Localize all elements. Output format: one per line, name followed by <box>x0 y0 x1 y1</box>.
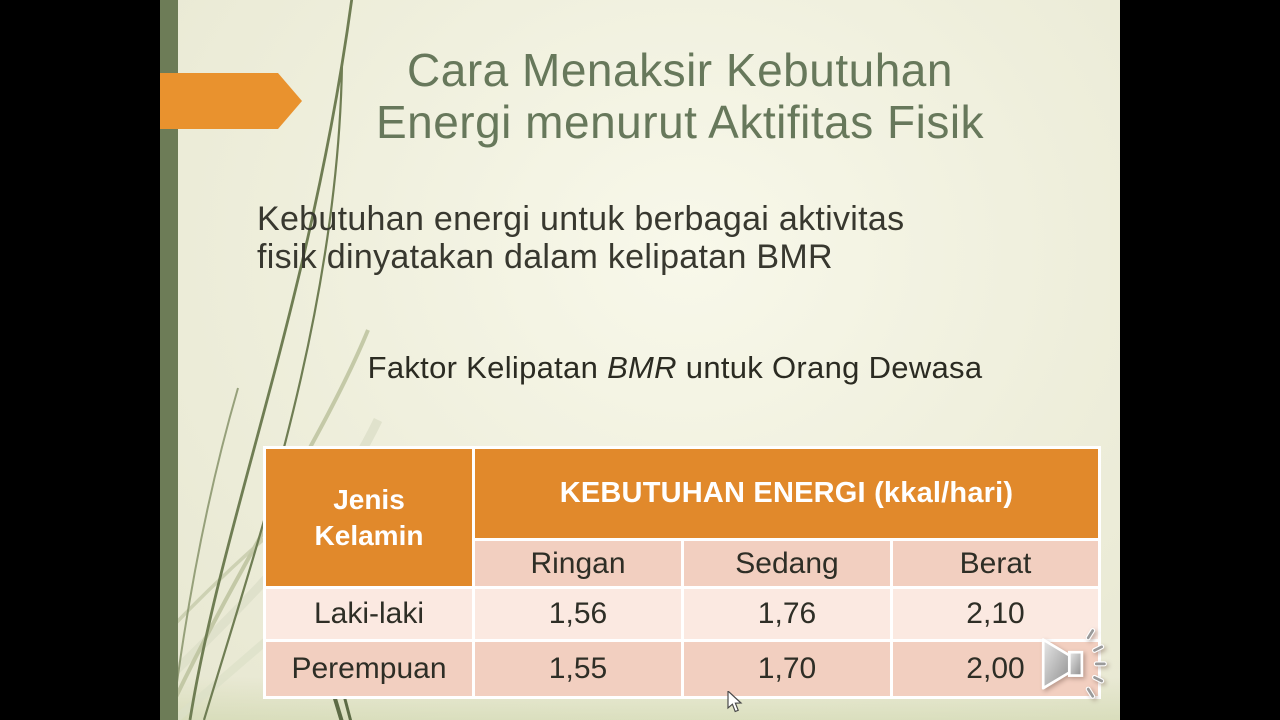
table-cell: 1,76 <box>684 589 890 639</box>
table-group-header: KEBUTUHAN ENERGI (kkal/hari) <box>475 449 1098 538</box>
bmr-factor-table <box>263 446 1101 699</box>
body-line-1: Kebutuhan energi untuk berbagai aktivitas <box>257 200 905 238</box>
caption-bmr-italic: BMR <box>607 350 677 385</box>
table-subheader-sedang: Sedang <box>684 541 890 586</box>
table-subheader-berat: Berat <box>893 541 1098 586</box>
title-line-1: Cara Menaksir Kebutuhan <box>407 44 953 96</box>
table-cell: 1,70 <box>684 642 890 696</box>
title-line-2: Energi menurut Aktifitas Fisik <box>375 96 985 148</box>
table-row-label: Laki-laki <box>266 589 472 639</box>
page-title <box>250 44 1110 148</box>
table-cell: 1,55 <box>475 642 681 696</box>
table-cell: 1,56 <box>475 589 681 639</box>
table-caption <box>240 350 1110 386</box>
table-subheader-ringan: Ringan <box>475 541 681 586</box>
slide <box>160 0 1120 720</box>
caption-post: untuk Orang Dewasa <box>676 350 983 385</box>
table-row-label: Perempuan <box>266 642 472 696</box>
speaker-icon[interactable] <box>1036 627 1108 699</box>
table-corner-header: Jenis Kelamin <box>266 449 472 586</box>
mouse-cursor-icon <box>727 691 744 715</box>
table-cell: 2,00 <box>893 642 1098 696</box>
caption-pre: Faktor Kelipatan <box>367 350 608 385</box>
table-cell: 2,10 <box>893 589 1098 639</box>
body-text <box>257 200 904 276</box>
body-line-2: fisik dinyatakan dalam kelipatan BMR <box>257 238 833 276</box>
